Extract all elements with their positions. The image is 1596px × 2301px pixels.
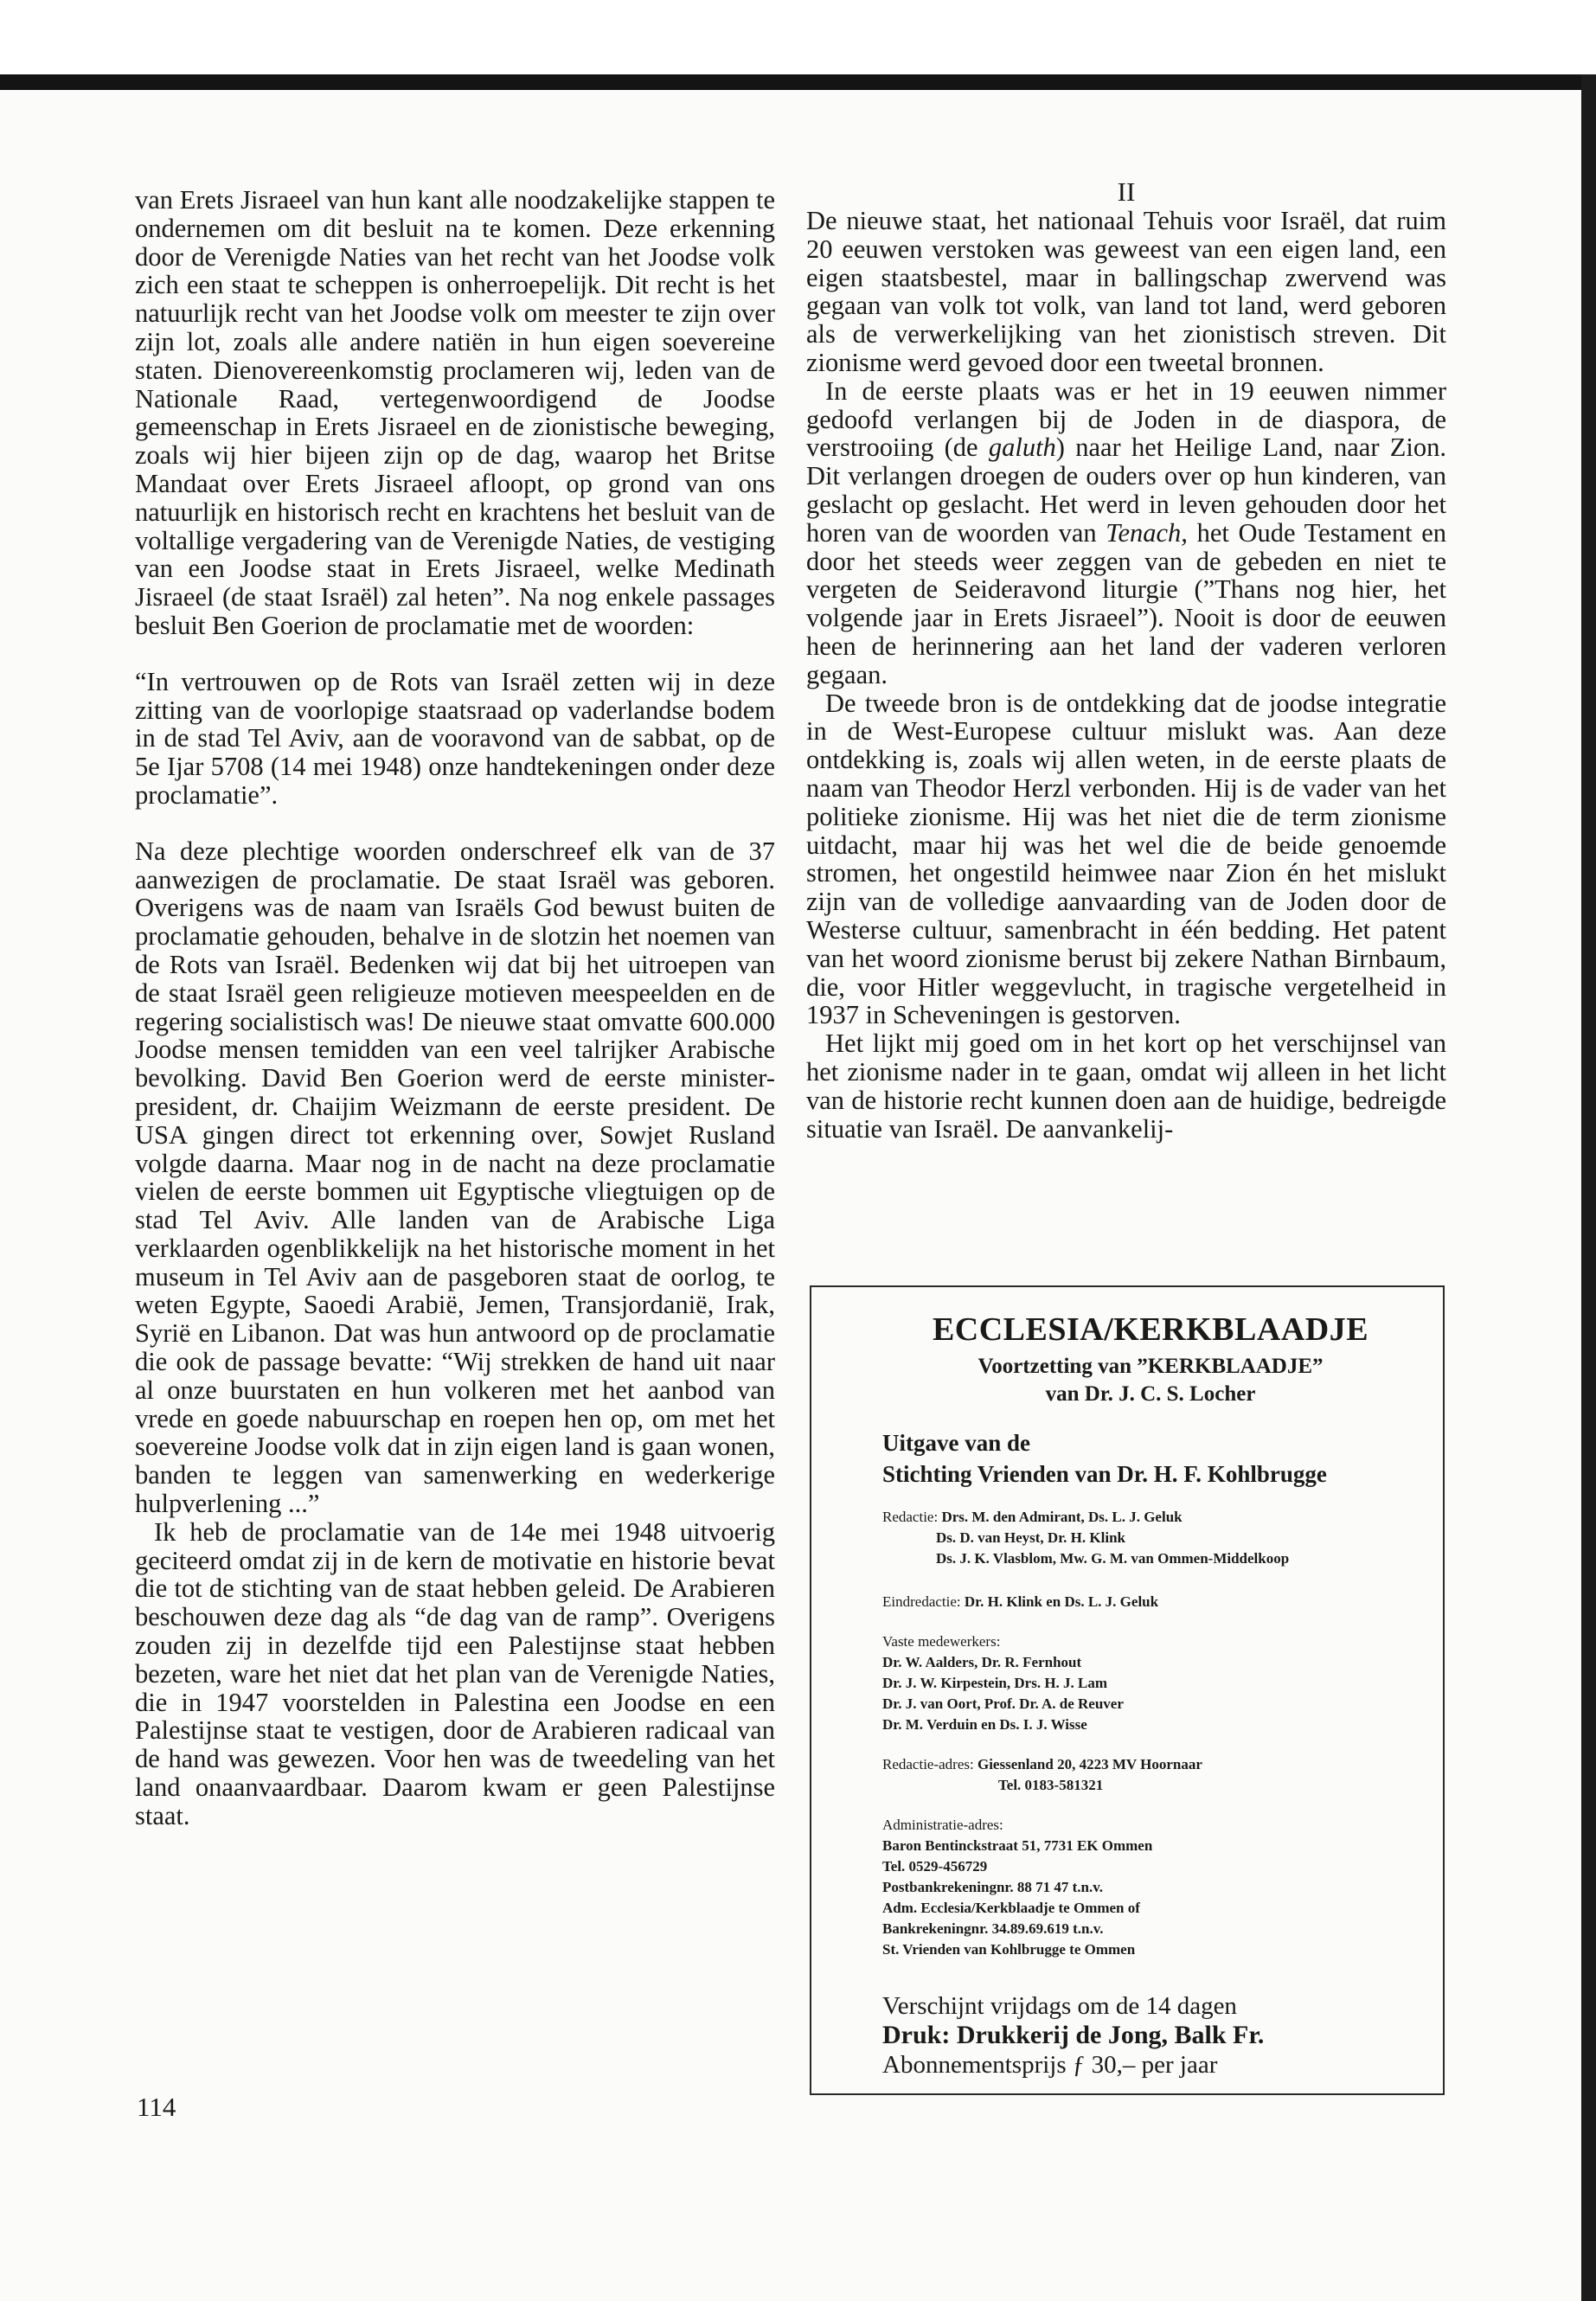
medewerkers-label: Vaste medewerkers: <box>882 1633 1001 1650</box>
right-paragraph-2-part-c: het Oude Testament en door het steeds weer zeggen van de gebeden en niet te vergeten de Seideravond liturgie (”Thans nog hier, het volgende jaar in Erets Jisraeel”). Nooit is door de eeuwen heen de herinnering aan het land der vaderen verloren gegaan. <box>806 517 1446 689</box>
section-numeral: II <box>1117 176 1136 207</box>
right-paragraph-2-part-a: In de eerste plaats was er het in 19 eeuwen nimmer gedoofd verlangen bij de Joden in de diaspora, de verstrooiing (de <box>806 375 1446 463</box>
admin-text-1: Baron Bentinckstraat 51, 7731 EK Ommen <box>882 1837 1153 1854</box>
right-paragraph-4: Het lijkt mij goed om in het kort op het verschijnsel van het zionisme nader in te gaan, omdat wij alleen in het licht van de historie recht kunnen doen aan de huidige, bedreigde situatie van Israël. De aanvankelij- <box>806 1029 1446 1144</box>
admin-line-5 <box>882 1919 1419 1939</box>
right-paragraph-3: De tweede bron is de ontdekking dat de joodse integratie in de West-Europese cultuur mislukt was. Aan deze ontdekking is, zoals wij allen weten, in de eerste plaats de naam van Theodor Herzl verbonden. Hij is de vader van het politieke zionisme. Hij was het niet die de term zionisme uitdacht, maar hij was het wel die de beide genoemde stromen, het ongestild heimwee naar Zion én het mislukt zijn van de volledige aanvaarding van de Joden door de Westerse cultuur, samenbracht in één bedding. Het patent van het woord zionisme berust bij zekere Nathan Birnbaum, die, voor Hitler weggevlucht, in tragische vergetelheid in 1937 in Scheveningen is gestorven. <box>806 688 1446 1030</box>
eindredactie-block <box>882 1592 1419 1612</box>
redactie-label: Redactie: <box>882 1509 939 1525</box>
right-paragraph-2-part-b: ) naar het Heilige Land, naar Zion. Dit verlangen droegen de ouders over op hun kinderen, van geslacht op geslacht. Het werd in leven gehouden door het horen van de woorden van <box>806 433 1446 548</box>
scan-right-border <box>1581 74 1596 2301</box>
page-number: 114 <box>137 2092 176 2122</box>
redactie-line-3 <box>882 1548 1419 1569</box>
redactie-names-1: Drs. M. den Admirant, Ds. L. J. Geluk <box>941 1509 1183 1525</box>
redactie-line-2 <box>882 1528 1419 1548</box>
redactie-block <box>882 1507 1419 1569</box>
left-paragraph-2: Na deze plechtige woorden onderschreef elk van de 37 aanwezigen de proclamatie. De staat Israël was geboren. Overigens was de naam van Israëls God bewust buiten de proclamatie gehouden, behalve in de slotzin het noemen van de Rots van Israël. Bedenken wij dat bij het uitroepen van de staat Israël geen religieuze motieven meespeelden en de regering socialistisch was! De nieuwe staat omvatte 600.000 Joodse mensen temidden van een veel talrijker Arabische bevolking. David Ben Goerion werd de eerste minister-president, dr. Chaijim Weizmann de eerste president. De USA gingen direct tot erkenning over, Sowjet Rusland volgde daarna. Maar nog in de nacht na deze proclamatie vielen de eerste bommen uit Egyptische vliegtuigen op de stad Tel Aviv. Alle landen van de Arabische Liga verklaarden ogenblikkelijk na het historische moment in het museum in Tel Aviv aan de pasgeboren staat de oorlog, te weten Egypte, Saoedi Arabië, Jemen, Transjordanië, Irak, Syrië en Libanon. Dat was hun antwoord op de proclamatie die ook de passage bevatte: “Wij strekken de hand uit naar al onze buurstaten en hun volkeren met het aanbod van vrede en goede nabuurschap en roepen hen op, om met het soevereine Joodse volk dat in zijn eigen land is gaan wonen, banden te leggen van samenwerking en wederkerige hulpverlening ...” <box>135 836 775 1519</box>
publisher-line-1: Uitgave van de <box>882 1430 1030 1456</box>
admin-text-2: Tel. 0529-456729 <box>882 1858 988 1875</box>
colophon-title: ECCLESIA/KERKBLAADJE <box>932 1311 1369 1348</box>
admin-line-4 <box>882 1898 1419 1919</box>
term-tenach: Tenach, <box>1106 517 1188 548</box>
eindredactie-names: Dr. H. Klink en Ds. L. J. Geluk <box>964 1593 1159 1610</box>
medewerkers-names-1: Dr. W. Aalders, Dr. R. Fernhout <box>882 1654 1082 1670</box>
admin-line-2 <box>882 1856 1419 1877</box>
left-paragraph-3: Ik heb de proclamatie van de 14e mei 1948 uitvoerig geciteerd omdat zij in de kern de motivatie en historie bevat die tot de stichting van de staat hebben geleid. De Arabieren beschouwen deze dag als “de dag van de ramp”. Overigens zouden zij in dezelfde tijd een Palestijnse staat hebben bezeten, ware het niet dat het plan van de Verenigde Naties, die in 1947 voorstelden in Palestina een Joodse en een Palestijnse staat te vestigen, door de Arabieren radicaal van de hand was gewezen. Voor hen was de tweedeling van het land onaanvaardbaar. Daarom kwam er geen Palestijnse staat. <box>135 1516 775 1830</box>
redactie-adres-label: Redactie-adres: <box>882 1756 974 1772</box>
medewerkers-names-4: Dr. M. Verduin en Ds. I. J. Wisse <box>882 1716 1087 1733</box>
publisher-line-2: Stichting Vrienden van Dr. H. F. Kohlbrugge <box>882 1461 1327 1487</box>
footer-frequency: Verschijnt vrijdags om de 14 dagen <box>882 1992 1237 2020</box>
redactie-names-3: Ds. J. K. Vlasblom, Mw. G. M. van Ommen-Middelkoop <box>936 1550 1290 1567</box>
colophon-subtitle-line-1: Voortzetting van ”KERKBLAADJE” <box>977 1355 1324 1378</box>
scan-top-border <box>0 74 1596 90</box>
medewerkers-line-2 <box>882 1673 1419 1694</box>
medewerkers-line-4 <box>882 1715 1419 1735</box>
admin-text-4: Adm. Ecclesia/Kerkblaadje te Ommen of <box>882 1900 1140 1916</box>
colophon-subtitle <box>882 1353 1419 1408</box>
administratie-label: Administratie-adres: <box>882 1817 1003 1833</box>
right-paragraph-1: De nieuwe staat, het nationaal Tehuis voor Israël, dat ruim 20 eeuwen verstoken was geweest van een eigen land, een eigen staatsbestel, maar in ballingschap zwervend was gegaan van volk tot volk, van land tot land, werd geboren als de verwerkelijking van het zionistisch streven. Dit zionisme werd gevoed door een tweetal bronnen. <box>806 206 1446 377</box>
medewerkers-line-3 <box>882 1694 1419 1715</box>
term-galuth: galuth <box>988 433 1056 463</box>
redactie-line-1 <box>882 1507 1419 1528</box>
footer-subscription: Abonnementsprijs ƒ 30,– per jaar <box>882 2051 1218 2079</box>
medewerkers-names-2: Dr. J. W. Kirpestein, Drs. H. J. Lam <box>882 1675 1108 1691</box>
admin-line-1 <box>882 1836 1419 1856</box>
administratie-block <box>882 1815 1419 1960</box>
colophon-footer <box>882 1991 1419 2080</box>
medewerkers-names-3: Dr. J. van Oort, Prof. Dr. A. de Reuver <box>882 1695 1124 1712</box>
redactie-tel-line <box>882 1775 1419 1796</box>
medewerkers-line-1 <box>882 1652 1419 1673</box>
redactie-tel: Tel. 0183-581321 <box>998 1777 1104 1793</box>
admin-text-3: Postbankrekeningnr. 88 71 47 t.n.v. <box>882 1879 1104 1895</box>
scan-top-margin <box>0 0 1596 76</box>
colophon-publisher <box>882 1427 1419 1490</box>
right-column <box>806 177 1446 1143</box>
medewerkers-block <box>882 1631 1419 1735</box>
redactie-adres: Giessenland 20, 4223 MV Hoornaar <box>977 1756 1202 1772</box>
left-paragraph-1: van Erets Jisraeel van hun kant alle noodzakelijke stappen te ondernemen om dit besluit na te komen. Deze erkenning door de Verenigde Naties van het recht van het Joodse volk zich een staat te scheppen is onherroepelijk. Dit recht is het natuurlijk recht van het Joodse volk om meester te zijn over zijn lot, zoals alle andere natiën in hun eigen soevereine staten. Dienovereenkomstig proclameren wij, leden van de Nationale Raad, vertegenwoordigend de Joodse gemeenschap in Erets Jisraeel en de zionistische beweging, zoals wij hier bijeen zijn op de dag, waarop het Britse Mandaat over Erets Jisraeel afloopt, op grond van ons natuurlijk en historisch recht en krachtens het besluit van de voltallige vergadering van de Verenigde Naties, de vestiging van een Joodse staat in Erets Jisraeel, welke Medinath Jisraeel (de staat Israël) zal heten”. Na nog enkele passages besluit Ben Goerion de proclamatie met de woorden: <box>135 185 775 640</box>
right-paragraph-2 <box>806 377 1446 689</box>
admin-line-6 <box>882 1939 1419 1960</box>
admin-line-3 <box>882 1877 1419 1898</box>
colophon-content <box>882 1311 1419 2080</box>
eindredactie-line <box>882 1592 1419 1612</box>
colophon-subtitle-line-2: van Dr. J. C. S. Locher <box>1045 1382 1256 1406</box>
colophon-box <box>810 1285 1445 2095</box>
footer-printer: Druk: Drukkerij de Jong, Balk Fr. <box>882 2021 1265 2049</box>
admin-text-5: Bankrekeningnr. 34.89.69.619 t.n.v. <box>882 1920 1104 1937</box>
redactie-adres-line <box>882 1754 1419 1775</box>
redactie-names-2: Ds. D. van Heyst, Dr. H. Klink <box>936 1529 1125 1546</box>
redactie-adres-block <box>882 1754 1419 1796</box>
admin-text-6: St. Vrienden van Kohlbrugge te Ommen <box>882 1941 1136 1958</box>
left-column <box>135 186 775 1830</box>
eindredactie-label: Eindredactie: <box>882 1593 961 1610</box>
proclamation-quote: “In vertrouwen op de Rots van Israël zetten wij in deze zitting van de voorlopige staatsraad op vaderlandse bodem in de stad Tel Aviv, aan de vooravond van de sabbat, op de 5e Ijar 5708 (14 mei 1948) onze handtekeningen onder deze proclamatie”. <box>135 666 775 810</box>
